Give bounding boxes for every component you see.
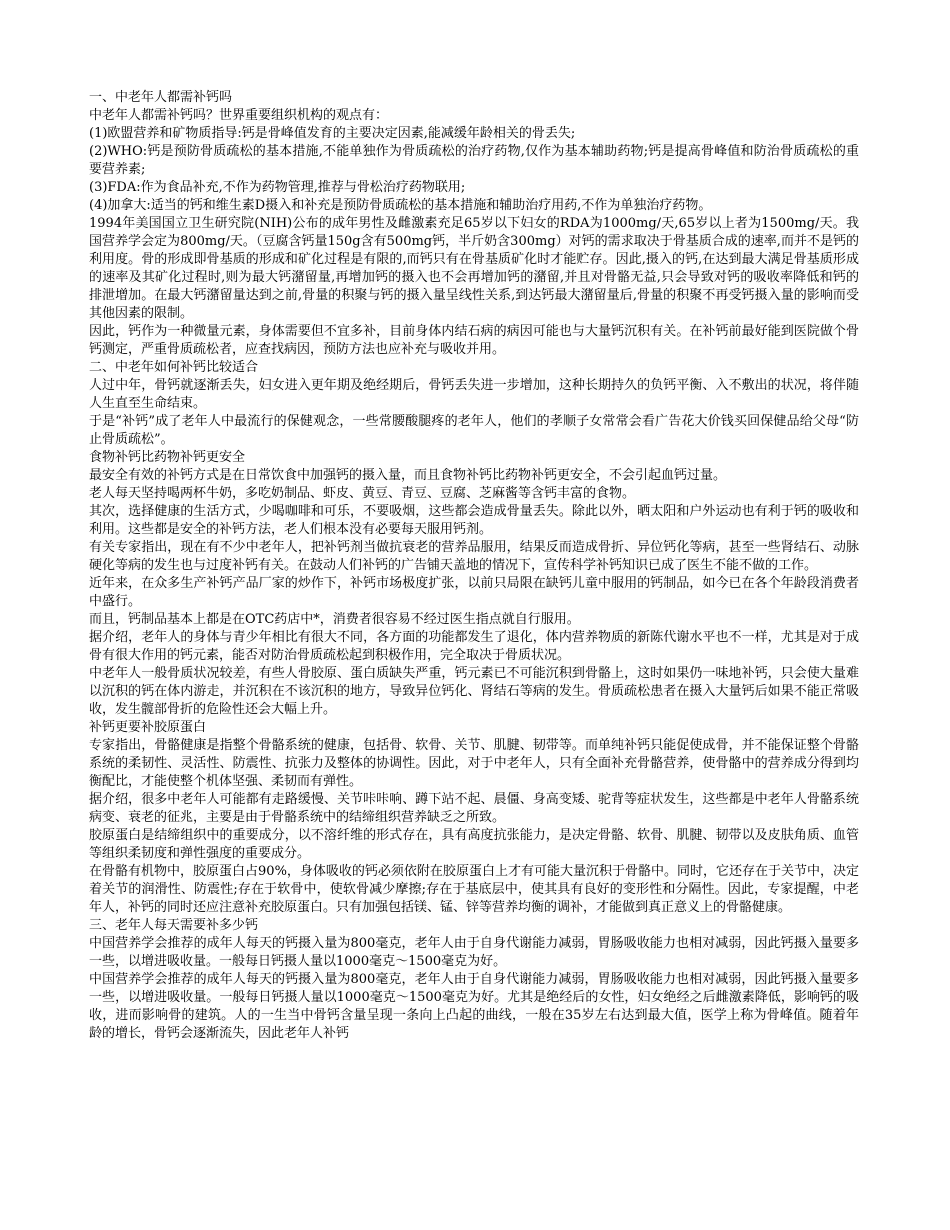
paragraph: 在骨骼有机物中，胶原蛋白占90%，身体吸收的钙必须依附在胶原蛋白上才有可能大量沉积于骨骼中。同时，它还存在于关节中，决定着关节的润滑性、防震性;存在于软骨中，使软骨减少摩擦;存在于基底层中，使其具有良好的变形性和分隔性。因此，专家提醒，中老年人，补钙的同时还应注意补充胶原蛋白。只有加强包括镁、锰、锌等营养均衡的调补，才能做到真正意义上的骨骼健康。 [89, 864, 859, 915]
document-page [89, 89, 859, 1043]
subheading-food-calcium: 食物补钙比药物补钙更安全 [89, 450, 246, 465]
paragraph: 中老年人一般骨质状况较差，有些人骨胶原、蛋白质缺失严重，钙元素已不可能沉积到骨骼上，这时如果仍一味地补钙，只会使大量难以沉积的钙在体内游走，并沉积在不该沉积的地方，导致异位钙化、肾结石等病的发生。骨质疏松患者在摄入大量钙后如果不能正常吸收，发生髋部骨折的危险性还会大幅上升。 [89, 666, 859, 717]
paragraph: 人过中年，骨钙就逐渐丢失，妇女进入更年期及绝经期后，骨钙丢失进一步增加，这种长期持久的负钙平衡、入不敷出的状况，将伴随人生直至生命结束。 [89, 378, 859, 411]
section-heading-2: 二、中老年如何补钙比较适合 [89, 360, 259, 375]
paragraph: 有关专家指出，现在有不少中老年人，把补钙剂当做抗衰老的营养品服用，结果反而造成骨折、异位钙化等病，甚至一些肾结石、动脉硬化等病的发生也与过度补钙有关。在鼓动人们补钙的广告铺天盖地的情况下，宣传科学补钙知识已成了医生不能不做的工作。 [89, 540, 859, 573]
paragraph: 中老年人都需补钙吗？世界重要组织机构的观点有： [89, 108, 389, 123]
paragraph: (1)欧盟营养和矿物质指导:钙是骨峰值发育的主要决定因素,能减缓年龄相关的骨丢失; [89, 126, 576, 141]
section-heading-1: 一、中老年人都需补钙吗 [89, 90, 233, 105]
paragraph: 其次，选择健康的生活方式，少喝咖啡和可乐，不要吸烟，这些都会造成骨量丢失。除此以外，晒太阳和户外运动也有利于钙的吸收和利用。这些都是安全的补钙方法，老人们根本没有必要每天服用钙剂。 [89, 504, 859, 537]
paragraph: 而且，钙制品基本上都是在OTC药店中*，消费者很容易不经过医生指点就自行服用。 [89, 612, 580, 627]
paragraph: 1994年美国国立卫生研究院(NIH)公布的成年男性及雌激素充足65岁以下妇女的RDA为1000mg/天,65岁以上者为1500mg/天。我国营养学会定为800mg/天。（豆腐含钙量150g含有500mg钙，半斤奶含300mg）对钙的需求取决于骨基质合成的速率,而并不是钙的利用度。骨的形成即骨基质的形成和矿化过程是有限的,而钙只有在骨基质矿化时才能贮存。因此,摄入的钙,在达到最大满足骨基质形成的速率及其矿化过程时,则为最大钙潴留量,再增加钙的摄入也不会再增加钙的潴留,并且对骨骼无益,只会导致对钙的吸收率降低和钙的排泄增加。在最大钙潴留量达到之前,骨量的积聚与钙的摄入量呈线性关系,到达钙最大潴留量后,骨量的积聚不再受钙摄入量的影响而受其他因素的限制。 [89, 216, 859, 321]
paragraph: 于是“补钙”成了老年人中最流行的保健观念，一些常腰酸腿疼的老年人，他们的孝顺子女常常会看广告花大价钱买回保健品给父母“防止骨质疏松”。 [89, 414, 859, 447]
paragraph: 老人每天坚持喝两杯牛奶，多吃奶制品、虾皮、黄豆、青豆、豆腐、芝麻酱等含钙丰富的食物。 [89, 486, 636, 501]
paragraph: 近年来，在众多生产补钙产品厂家的炒作下，补钙市场极度扩张，以前只局限在缺钙儿童中服用的钙制品，如今已在各个年龄段消费者中盛行。 [89, 576, 859, 609]
paragraph: 最安全有效的补钙方式是在日常饮食中加强钙的摄入量，而且食物补钙比药物补钙更安全，不会引起血钙过量。 [89, 468, 727, 483]
paragraph: (4)加拿大:适当的钙和维生素D摄入和补充是预防骨质疏松的基本措施和辅助治疗用药,不作为单独治疗药物。 [89, 198, 712, 213]
subheading-collagen: 补钙更要补胶原蛋白 [89, 720, 207, 735]
paragraph: 胶原蛋白是结缔组织中的重要成分，以不溶纤维的形式存在，具有高度抗张能力，是决定骨骼、软骨、肌腱、韧带以及皮肤角质、血管等组织柔韧度和弹性强度的重要成分。 [89, 828, 859, 861]
paragraph: 据介绍，老年人的身体与青少年相比有很大不同，各方面的功能都发生了退化，体内营养物质的新陈代谢水平也不一样，尤其是对于成骨有很大作用的钙元素，能否对防治骨质疏松起到积极作用，完全取决于骨质状况。 [89, 630, 859, 663]
paragraph: 据介绍，很多中老年人可能都有走路缓慢、关节咔咔响、蹲下站不起、晨僵、身高变矮、驼背等症状发生，这些都是中老年人骨骼系统病变、衰老的征兆，主要是由于骨骼系统中的结缔组织营养缺乏之所致。 [89, 792, 859, 825]
paragraph: 中国营养学会推荐的成年人每天的钙摄入量为800毫克，老年人由于自身代谢能力减弱，胃肠吸收能力也相对减弱，因此钙摄入量要多一些，以增进吸收量。一般每日钙摄人量以1000毫克～1500毫克为好。尤其是绝经后的女性，妇女绝经之后雌激素降低，影响钙的吸收，进而影响骨的建筑。人的一生当中骨钙含量呈现一条向上凸起的曲线，一般在35岁左右达到最大值，医学上称为骨峰值。随着年龄的增长，骨钙会逐渐流失，因此老年人补钙 [89, 972, 859, 1041]
section-heading-3: 三、老年人每天需要补多少钙 [89, 918, 259, 933]
paragraph: 中国营养学会推荐的成年人每天的钙摄入量为800毫克，老年人由于自身代谢能力减弱，胃肠吸收能力也相对减弱，因此钙摄入量要多一些，以增进吸收量。一般每日钙摄人量以1000毫克～1500毫克为好。 [89, 936, 859, 969]
paragraph: (3)FDA:作为食品补充,不作为药物管理,推荐与骨松治疗药物联用; [89, 180, 466, 195]
paragraph: 因此，钙作为一种微量元素，身体需要但不宜多补，目前身体内结石病的病因可能也与大量钙沉积有关。在补钙前最好能到医院做个骨钙测定，严重骨质疏松者，应查找病因，预防方法也应补充与吸收并用。 [89, 324, 859, 357]
paragraph: 专家指出，骨骼健康是指整个骨骼系统的健康，包括骨、软骨、关节、肌腱、韧带等。而单纯补钙只能促使成骨，并不能保证整个骨骼系统的柔韧性、灵活性、防震性、抗张力及整体的协调性。因此，对于中老年人，只有全面补充骨骼营养，使骨骼中的营养成分得到均衡配比，才能使整个机体坚强、柔韧而有弹性。 [89, 738, 859, 789]
paragraph: (2)WHO:钙是预防骨质疏松的基本措施,不能单独作为骨质疏松的治疗药物,仅作为基本辅助药物;钙是提高骨峰值和防治骨质疏松的重要营养素; [89, 144, 859, 177]
